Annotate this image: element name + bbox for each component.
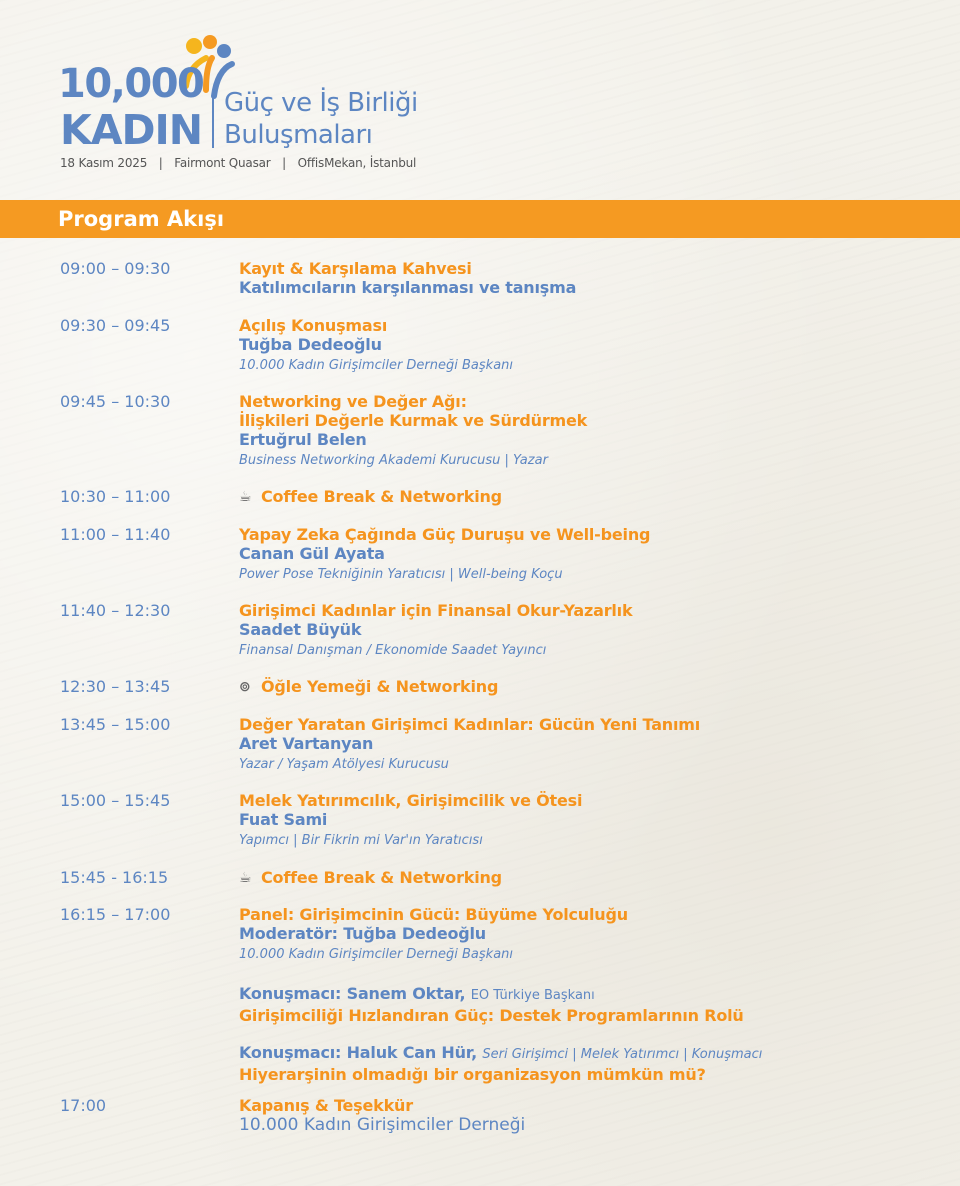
- panel-speaker-role: EO Türkiye Başkanı: [470, 988, 595, 1003]
- schedule-time: 16:15 – 17:00: [60, 905, 171, 924]
- panel-speaker-topic: Girişimciliği Hızlandıran Güç: Destek Programlarının Rolü: [239, 1006, 744, 1025]
- schedule-time: 15:00 – 15:45: [60, 791, 171, 810]
- schedule-content: [239, 905, 939, 1084]
- session-speaker: Ertuğrul Belen: [239, 430, 367, 449]
- event-date: 18 Kasım 2025: [60, 156, 148, 170]
- logo-tagline-line2: Buluşmaları: [224, 120, 373, 150]
- session-speaker: Fuat Sami: [239, 810, 328, 829]
- schedule-content: [239, 259, 939, 298]
- logo-word: KADIN: [60, 106, 203, 154]
- session-speaker: Saadet Büyük: [239, 620, 362, 639]
- plate-cutlery-icon: ⊚: [239, 679, 251, 695]
- schedule-content: [239, 1096, 939, 1135]
- session-title: Panel: Girişimcinin Gücü: Büyüme Yolculuğu: [239, 905, 628, 924]
- panel-speaker-name: Konuşmacı: Sanem Oktar,: [239, 984, 466, 1003]
- break-line: [239, 868, 939, 888]
- session-title: Coffee Break & Networking: [261, 868, 502, 887]
- session-title: Yapay Zeka Çağında Güç Duruşu ve Well-being: [239, 525, 651, 544]
- panel-speaker-line: [239, 1043, 939, 1065]
- panel-speaker-topic: Hiyerarşinin olmadığı bir organizasyon mümkün mü?: [239, 1065, 706, 1084]
- speaker-role: Yapımcı | Bir Fikrin mi Var'ın Yaratıcısı: [239, 833, 483, 848]
- session-title: Kapanış & Teşekkür: [239, 1096, 413, 1115]
- schedule-content: [239, 601, 939, 662]
- schedule-content: [239, 487, 939, 507]
- break-line: [239, 677, 939, 697]
- schedule-time: 11:00 – 11:40: [60, 525, 171, 544]
- session-speaker: Aret Vartanyan: [239, 734, 374, 753]
- session-title: Öğle Yemeği & Networking: [261, 677, 499, 696]
- schedule-time: 15:45 - 16:15: [60, 868, 169, 887]
- event-venue: Fairmont Quasar: [174, 156, 271, 170]
- schedule-content: [239, 791, 939, 852]
- speaker-role: Finansal Danışman / Ekonomide Saadet Yayıncı: [239, 643, 547, 658]
- info-separator: |: [282, 156, 286, 170]
- moderator-role: 10.000 Kadın Girişimciler Derneği Başkanı: [239, 947, 514, 962]
- panel-speaker-name: Konuşmacı: Haluk Can Hür,: [239, 1043, 477, 1062]
- schedule-time: 09:30 – 09:45: [60, 316, 171, 335]
- logo-number: 10,000: [58, 61, 204, 107]
- schedule-time: 10:30 – 11:00: [60, 487, 171, 506]
- panel-speaker-line: [239, 984, 939, 1006]
- session-subtitle: 10.000 Kadın Girişimciler Derneği: [239, 1115, 526, 1135]
- schedule-time: 17:00: [60, 1096, 107, 1115]
- session-title: Coffee Break & Networking: [261, 487, 502, 506]
- speaker-role: 10.000 Kadın Girişimciler Derneği Başkanı: [239, 358, 514, 373]
- session-speaker: Tuğba Dedeoğlu: [239, 335, 382, 354]
- schedule-time: 09:45 – 10:30: [60, 392, 171, 411]
- logo-tagline-line1: Güç ve İş Birliği: [224, 88, 418, 118]
- speaker-role: Business Networking Akademi Kurucusu | Yazar: [239, 453, 548, 468]
- schedule-content: [239, 715, 939, 776]
- speaker-role: Yazar / Yaşam Atölyesi Kurucusu: [239, 757, 449, 772]
- coffee-icon: ☕: [239, 489, 252, 505]
- program-title: Program Akışı: [58, 207, 225, 231]
- session-title: Girişimci Kadınlar için Finansal Okur-Yazarlık: [239, 601, 633, 620]
- speaker-role: Power Pose Tekniğinin Yaratıcısı | Well-being Koçu: [239, 567, 563, 582]
- schedule-time: 09:00 – 09:30: [60, 259, 171, 278]
- session-title: Açılış Konuşması: [239, 316, 388, 335]
- break-line: [239, 487, 939, 507]
- panel-moderator: Moderatör: Tuğba Dedeoğlu: [239, 924, 486, 943]
- schedule-time: 12:30 – 13:45: [60, 677, 171, 696]
- coffee-icon: ☕: [239, 870, 252, 886]
- info-separator: |: [158, 156, 163, 170]
- panel-speaker-role: Seri Girişimci | Melek Yatırımcı | Konuşmacı: [482, 1047, 763, 1062]
- event-place: OffisMekan, İstanbul: [297, 156, 417, 170]
- schedule-content: [239, 677, 939, 697]
- schedule-content: [239, 392, 939, 472]
- session-title: Değer Yaratan Girişimci Kadınlar: Gücün Yeni Tanımı: [239, 715, 701, 734]
- schedule-time: 11:40 – 12:30: [60, 601, 171, 620]
- session-speaker: Canan Gül Ayata: [239, 544, 385, 563]
- session-title: Networking ve Değer Ağı:: [239, 392, 467, 411]
- schedule-content: [239, 525, 939, 586]
- schedule-content: [239, 868, 939, 888]
- schedule-content: [239, 316, 939, 377]
- session-title: Kayıt & Karşılama Kahvesi: [239, 259, 472, 278]
- schedule-time: 13:45 – 15:00: [60, 715, 171, 734]
- session-subtitle: Katılımcıların karşılanması ve tanışma: [239, 278, 577, 297]
- session-title-line2: İlişkileri Değerle Kurmak ve Sürdürmek: [239, 411, 588, 430]
- session-title: Melek Yatırımcılık, Girişimcilik ve Ötesi: [239, 791, 583, 810]
